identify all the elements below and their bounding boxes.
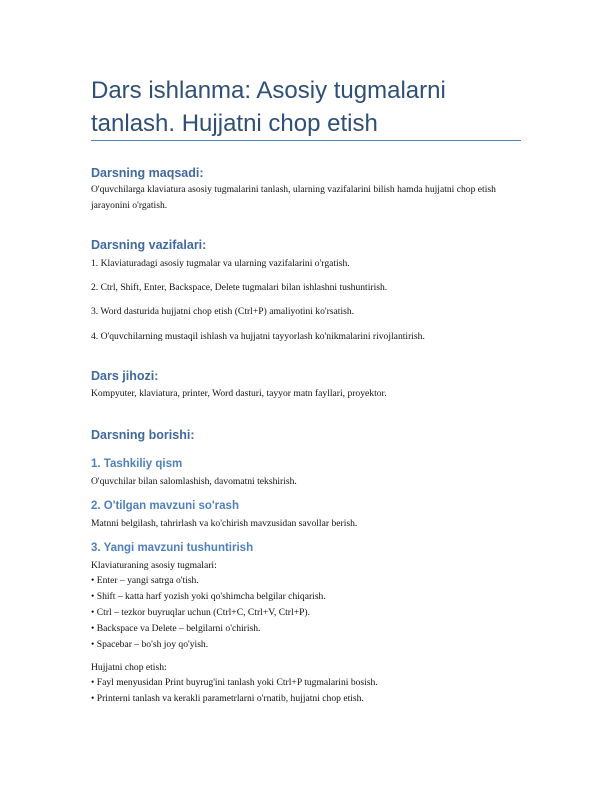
list-item: • Backspace va Delete – belgilarni o'chirish. [91, 623, 261, 634]
step-1-text: O'quvchilar bilan salomlashish, davomatni tekshirish. [91, 476, 297, 487]
jihoz-text: Kompyuter, klaviatura, printer, Word dasturi, tayyor matn fayllari, proyektor. [91, 388, 387, 399]
list-item: • Ctrl – tezkor buyruqlar uchun (Ctrl+C, Ctrl+V, Ctrl+P). [91, 607, 310, 618]
heading-jihoz: Dars jihozi: [91, 369, 159, 383]
maqsad-text: O'quvchilarga klaviatura asosiy tugmalarini tanlash, ularning vazifalarini bilish hamda hujjatni chop etish jarayonini o'rgatish. [91, 184, 496, 211]
heading-vazifalar: Darsning vazifalari: [91, 238, 207, 252]
print-steps-list [91, 675, 523, 707]
step-3-intro: Klaviaturaning asosiy tugmalari: [91, 560, 217, 571]
vazifa-item-4: 4. O'quvchilarning mustaqil ishlash va hujjatni tayyorlash ko'nikmalarini rivojlantirish. [91, 331, 425, 342]
heading-borishi: Darsning borishi: [91, 428, 195, 442]
vazifa-item-1: 1. Klaviaturadagi asosiy tugmalar va ularning vazifalarini o'rgatish. [91, 258, 350, 269]
vazifa-item-2: 2. Ctrl, Shift, Enter, Backspace, Delete tugmalari bilan ishlashni tushuntirish. [91, 282, 388, 293]
vazifa-item-3: 3. Word dasturida hujjatni chop etish (Ctrl+P) amaliyotini ko'rsatish. [91, 306, 355, 317]
step-2-text: Matnni belgilash, tahrirlash va ko'chirish mavzusidan savollar berish. [91, 518, 358, 529]
list-item: • Printerni tanlash va kerakli parametrlarni o'rnatib, hujjatni chop etish. [91, 693, 364, 704]
document-title: Dars ishlanma: Asosiy tugmalarni tanlash. Hujjatni chop etish [91, 77, 446, 137]
list-item: • Fayl menyusidan Print buyrug'ini tanlash yoki Ctrl+P tugmalarini bosish. [91, 677, 378, 688]
title-underline [91, 140, 521, 141]
list-item: • Spacebar – bo'sh joy qo'yish. [91, 639, 209, 650]
step-1-heading: 1. Tashkiliy qism [91, 458, 183, 470]
list-item: • Enter – yangi satrga o'tish. [91, 575, 199, 586]
keys-list [91, 573, 523, 653]
step-3-heading: 3. Yangi mavzuni tushuntirish [91, 542, 254, 554]
print-intro: Hujjatni chop etish: [91, 662, 167, 673]
list-item: • Shift – katta harf yozish yoki qo'shimcha belgilar chiqarish. [91, 591, 326, 602]
heading-maqsad: Darsning maqsadi: [91, 166, 204, 180]
step-2-heading: 2. O'tilgan mavzuni so'rash [91, 500, 239, 512]
